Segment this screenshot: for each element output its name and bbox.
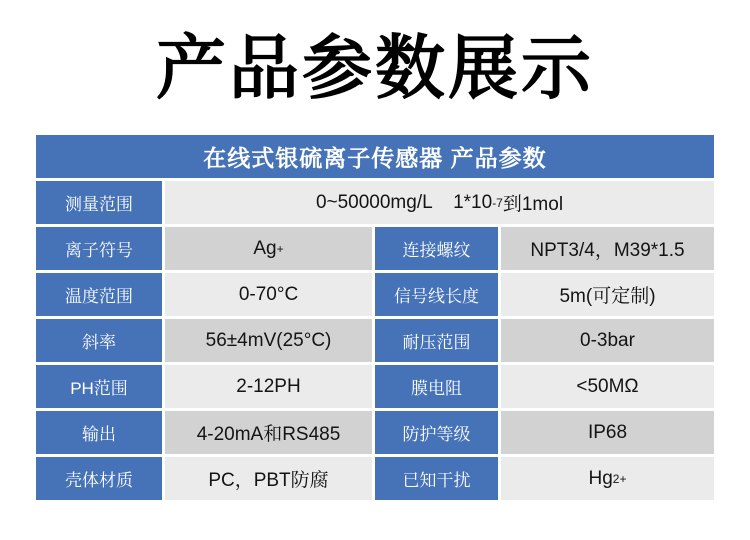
value-text: Ag [253,237,277,259]
param-label-output: 输出 [36,411,162,454]
param-value-signal-cable-length [501,273,714,316]
param-label-measure-range: 测量范围 [36,181,162,224]
param-value-ion-symbol: Ag + [165,227,372,270]
param-value-pressure-range [501,319,714,362]
param-label-protection-rating: 防护等级 [375,411,498,454]
param-value-protection-rating [501,411,714,454]
param-label-membrane-resistance: 膜电阻 [375,365,498,408]
param-label-ion-symbol: 离子符号 [36,227,162,270]
value-text: PC，PBT防腐 [208,470,329,491]
value-text: 2-12PH [236,375,301,397]
param-value-ph-range [165,365,372,408]
value-text: 0-70°C [238,283,299,305]
param-value-output [165,411,372,454]
param-label-signal-cable-length: 信号线长度 [375,273,498,316]
param-value-membrane-resistance [501,365,714,408]
value-text: 到1mol [502,194,564,215]
product-parameter-table [36,135,714,500]
value-text: IP68 [587,421,628,443]
param-label-temperature-range: 温度范围 [36,273,162,316]
table-header: 在线式银硫离子传感器 产品参数 [36,135,714,178]
page-title: 产品参数展示 [156,29,594,107]
param-value-temperature-range [165,273,372,316]
value-text: 56±4mV(25°C) [205,329,332,351]
param-label-ph-range: PH范围 [36,365,162,408]
param-value-measure-range: 0~50000mg/L 1*10 -7 到1mol [165,181,714,224]
param-label-connection-thread: 连接螺纹 [375,227,498,270]
value-text: NPT3/4，M39*1.5 [530,240,685,261]
value-text: <50MΩ [576,375,639,397]
value-text: Hg [588,467,613,489]
param-label-slope: 斜率 [36,319,162,362]
value-text: 5m(可定制) [559,286,656,307]
param-value-housing-material [165,457,372,500]
param-label-housing-material: 壳体材质 [36,457,162,500]
param-value-connection-thread [501,227,714,270]
param-label-known-interference: 已知干扰 [375,457,498,500]
value-text: 4-20mA和RS485 [196,424,341,445]
value-text: 0~50000mg/L 1*10 [315,191,493,213]
param-value-slope [165,319,372,362]
param-value-known-interference: Hg 2+ [501,457,714,500]
value-text: 0-3bar [580,329,635,351]
param-label-pressure-range: 耐压范围 [375,319,498,362]
